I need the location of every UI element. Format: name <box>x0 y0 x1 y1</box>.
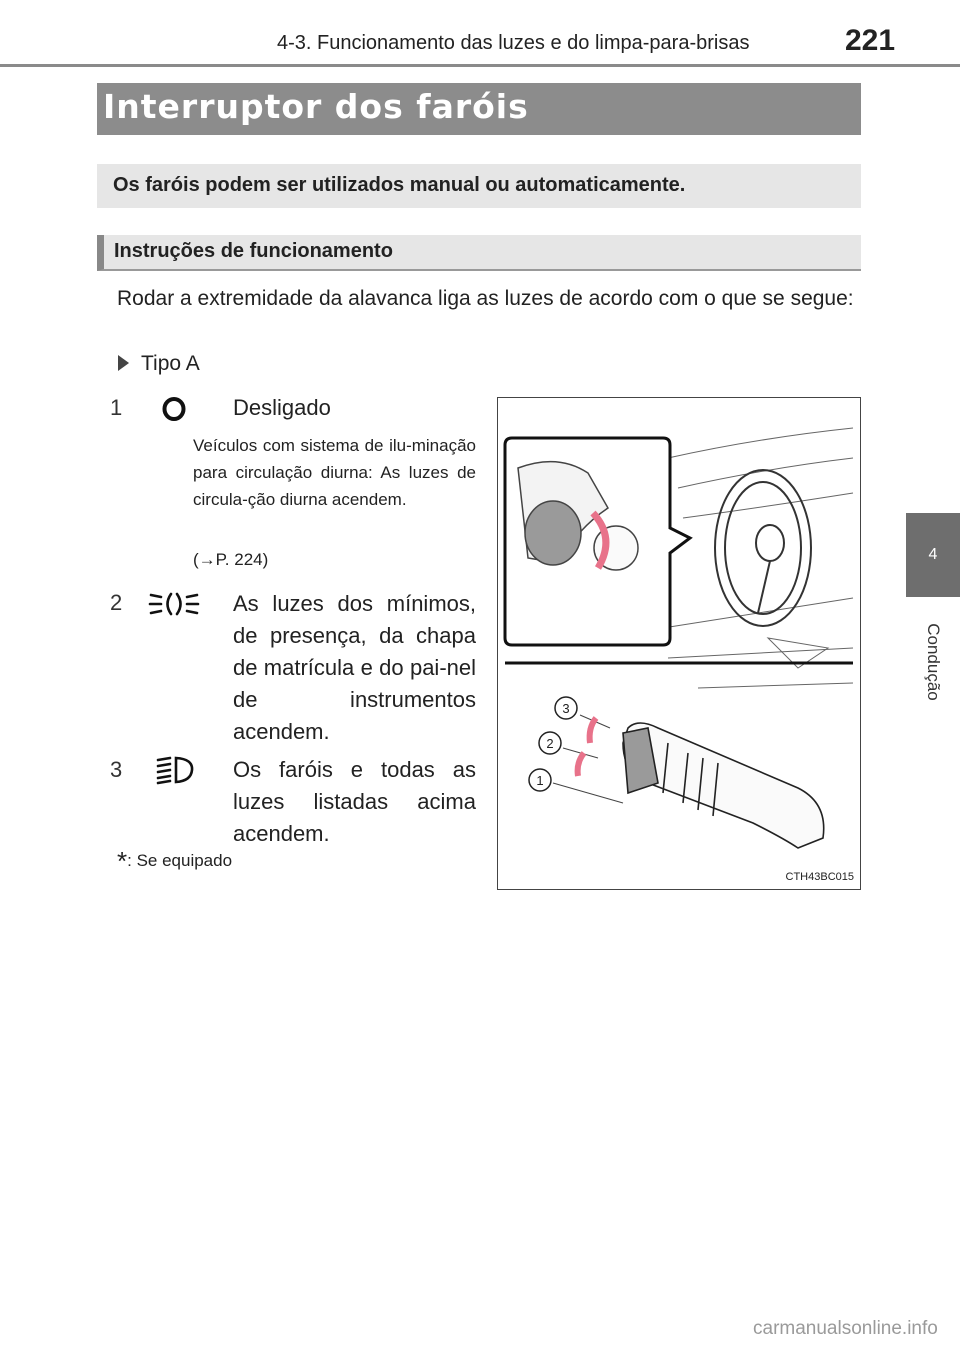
section-heading-bar <box>97 235 861 271</box>
footnote-marker: * <box>117 846 128 876</box>
item-title: Desligado <box>233 395 331 420</box>
item-description: As luzes dos mínimos, de presença, da chapa de matrícula e do pai-nel de instrumentos acendem. <box>233 591 476 744</box>
type-label: Tipo A <box>141 352 200 375</box>
chapter-label: Condução <box>924 623 943 701</box>
title-bar <box>97 83 861 135</box>
headlight-icon <box>155 755 195 785</box>
watermark: carmanualsonline.info <box>753 1318 938 1339</box>
item-number: 2 <box>110 590 123 615</box>
page-title: Interruptor dos faróis <box>103 87 529 126</box>
page-number: 221 <box>845 24 896 57</box>
header-divider <box>0 64 960 67</box>
item-number: 1 <box>110 395 123 420</box>
lever-illustration-drawing <box>498 398 859 888</box>
chapter-number: 4 <box>928 546 938 563</box>
chapter-tab <box>906 513 960 597</box>
off-ring-icon <box>160 396 188 422</box>
callout-label: 1 <box>536 773 544 788</box>
page-reference: (→P. 224) <box>193 550 269 569</box>
parking-lights-icon <box>148 589 200 619</box>
item-note: Veículos com sistema de ilu-minação para circulação diurna: As luzes de circula-ção diurna acendem. <box>193 436 476 509</box>
callout-label: 2 <box>546 736 554 751</box>
intro-paragraph: Rodar a extremidade da alavanca liga as luzes de acordo com o que se segue: <box>117 287 854 310</box>
footnote <box>117 846 232 877</box>
item-number: 3 <box>110 757 123 782</box>
triangle-bullet-icon <box>118 355 129 371</box>
summary-box <box>97 164 861 208</box>
footnote-text: : Se equipado <box>127 851 233 870</box>
summary-text: Os faróis podem ser utilizados manual ou automaticamente. <box>113 174 686 196</box>
lever-illustration <box>497 397 861 890</box>
item-description: Os faróis e todas as luzes listadas acima acendem. <box>233 757 476 846</box>
chapter-label-wrapper <box>908 612 958 712</box>
figure-code: CTH43BC015 <box>785 871 854 883</box>
callout-label: 3 <box>562 701 570 716</box>
running-header: 4-3. Funcionamento das luzes e do limpa-para-brisas <box>277 32 750 54</box>
steering-wheel-icon <box>715 470 811 626</box>
section-heading: Instruções de funcionamento <box>114 240 393 262</box>
type-label-line <box>118 352 200 376</box>
